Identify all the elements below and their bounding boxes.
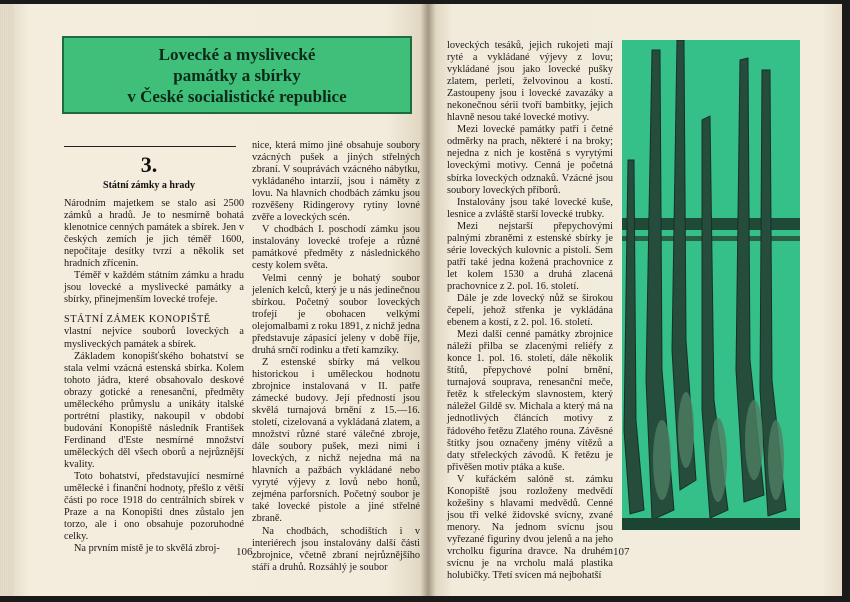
paragraph: Mezi lovecké památky patří i četné odměrky na prach, některé i na broky; nejedna z nich je kostěná s vyrytými loveckými motivy. Cenná je početná sbírka loveckých odznaků. Vzácné jsou soubory loveckých příborů. <box>447 124 613 196</box>
title-box <box>62 36 412 114</box>
book-gutter <box>420 4 436 596</box>
paragraph: Mezi další cenné památky zbrojnice náleží přilba se zlacenými reliéfy z konce 1. pol. 16. století, dále několik štítů, přepychové polní brnění, turnajová souprava, renesanční meče, řetěz k střeleckým slavnostem, který náležel Gildě sv. Michala a který má na jednotlivých článcích motivy z řádového řetězu Zlatého rouna. Závěsné štítky jsou označeny jmény vítězů a daty střeleckých závodů. K řetězu je přivěšen motiv ptáka a kuše. <box>447 329 613 473</box>
chapter-subtitle: Státní zámky a hrady <box>103 180 195 191</box>
paragraph: Velmi cenný je bohatý soubor jeleních kelců, který je u nás jedinečnou sbírkou. Početný soubor loveckých trofejí je obohacen velkými olejomalbami z roku 1891, z nichž jedna představuje zápasící jeleny v době říje, druhá srnčí rodinku a třetí kamzíky. <box>252 272 420 356</box>
rifles-illustration-icon <box>622 40 800 530</box>
paragraph: Dále je zde lovecký nůž se širokou čepelí, jehož střenka je vykládána ebenem a kostí, z 2. pol. 16. století. <box>447 292 613 329</box>
page-number-right: 107 <box>613 546 630 558</box>
paragraph: Na chodbách, schodištích i v interiérech jsou instalovány další části zbrojnice, včetně zbraní nejrůznějšího stáří a druhů. Rozsáhlý je soubor <box>252 525 420 573</box>
paragraph: Z estenské sbírky má velkou historickou i uměleckou hodnotu zbrojnice instalovaná v II. patře zámecké budovy. Její předností jsou skvělá turnajová brnění z 15.—16. století, cizelovaná a vykládaná zlatem, a množství různé staré válečné zbroje, dále soubory pušek, mezi nimi i loveckých, z nichž nejedna má na hlavních a pažbách vykládané nebo vyryté výjevy z lovů nebo honů, zejména parforsních. Početný soubor je také lovecké pistole a jiné střelné zbraně. <box>252 356 420 525</box>
chapter-number: 3. <box>140 152 158 177</box>
page-number-left: 106 <box>236 546 253 558</box>
paragraph: Toto bohatství, představující nesmírné umělecké i finanční hodnoty, přešlo z větší části po roce 1918 do centrálních sbírek v Praze a na Konopišti dnes zůstalo jen torzo, ale i ono obsahuje pozoruhodné celky. <box>64 471 244 543</box>
paragraph: vlastní nejvíce souborů loveckých a mysliveckých památek a sbírek. <box>64 326 244 350</box>
paragraph: Základem konopišťského bohatství se stala velmi vzácná estenská sbírka. Kolem tohoto jádra, které obsahovalo deskové obrazy gotické a renesanční, předměty uměleckého průmyslu a unikáty italské portrétní plastiky, nakoupil v období budování Konopiště následník František Ferdinand d'Este nesmírné množství uměleckých děl všech oborů a nejrůznější kvality. <box>64 350 244 470</box>
chapter-title: Lovecké a myslivecké památky a sbírky v České socialistické republice <box>127 44 347 106</box>
chapter-rule-top <box>64 146 236 147</box>
rifles-photo <box>622 40 800 530</box>
section-heading: STÁTNÍ ZÁMEK KONOPIŠTĚ <box>64 314 211 326</box>
page-edges <box>0 4 14 596</box>
right-column <box>447 40 613 582</box>
paragraph: Instalovány jsou také lovecké kuše, lesnice a zvláště starší lovecké trubky. <box>447 196 613 220</box>
paragraph: V chodbách I. poschodí zámku jsou instalovány lovecké trofeje a různé památkové předměty z následnického cesty kolem světa. <box>252 224 420 272</box>
paragraph: V kuřáckém salóně st. zámku Konopiště jsou rozloženy medvědí kožešiny s hlavami medvědů. Cenné jsou tři velké židovské svícny, zvané menory. Na jednom svícnu jsou vyřezané figuriny dvou jelenů a na jeho vrcholku figurína dravce. Na druhém svícnu je na vrcholu malá plastika holubičky. Třetí svícen má nejbohatší <box>447 473 613 582</box>
paragraph: Mezi nejstarší přepychovými palnými zbraněmi z estenské sbírky je série loveckých kulovnic a pistolí. Sem patří také jedna kožená prachovnice z let kolem 1530 a druhá zlacená prachovnice z 2. pol. 16. století. <box>447 220 613 292</box>
paragraph: Na prvním místě je to skvělá zbroj- <box>74 543 220 555</box>
paragraph: Národním majetkem se stalo asi 2500 zámků a hradů. Je to nesmírně bohatá klenotnice cenných památek a sbírek. Jen v českých zemích je jich téměř 1600, nepočítaje desítky tvrzí a několik set hradních zřícenin. <box>64 198 244 270</box>
paragraph: Téměř v každém státním zámku a hradu jsou lovecké a myslivecké památky a sbírky, přinejmenším lovecké trofeje. <box>64 270 244 306</box>
left-column-2 <box>252 140 420 574</box>
paragraph: loveckých tesáků, jejich rukojeti mají ryté a vykládané výjevy z lovu; vykládané jsou jako lovecké pušky zlatem, perletí, želvovinou a kostí. Zastoupeny jsou i lovecké zavazáky a nekonečnou sérii tvoří bambitky, jejich hlavně nesou také lovecké motivy. <box>447 40 613 124</box>
left-column-1 <box>64 198 244 555</box>
paragraph: nice, která mimo jiné obsahuje soubory vzácných pušek a jiných střelných zbraní. V souprávách vzácného nábytku, vykládaného intarzií, jsou i náměty z lovu. Na hlavních chodbách zámku jsou rozvěšeny Ridingerovy rytiny lovné zvěře a loveckých scén. <box>252 140 420 224</box>
